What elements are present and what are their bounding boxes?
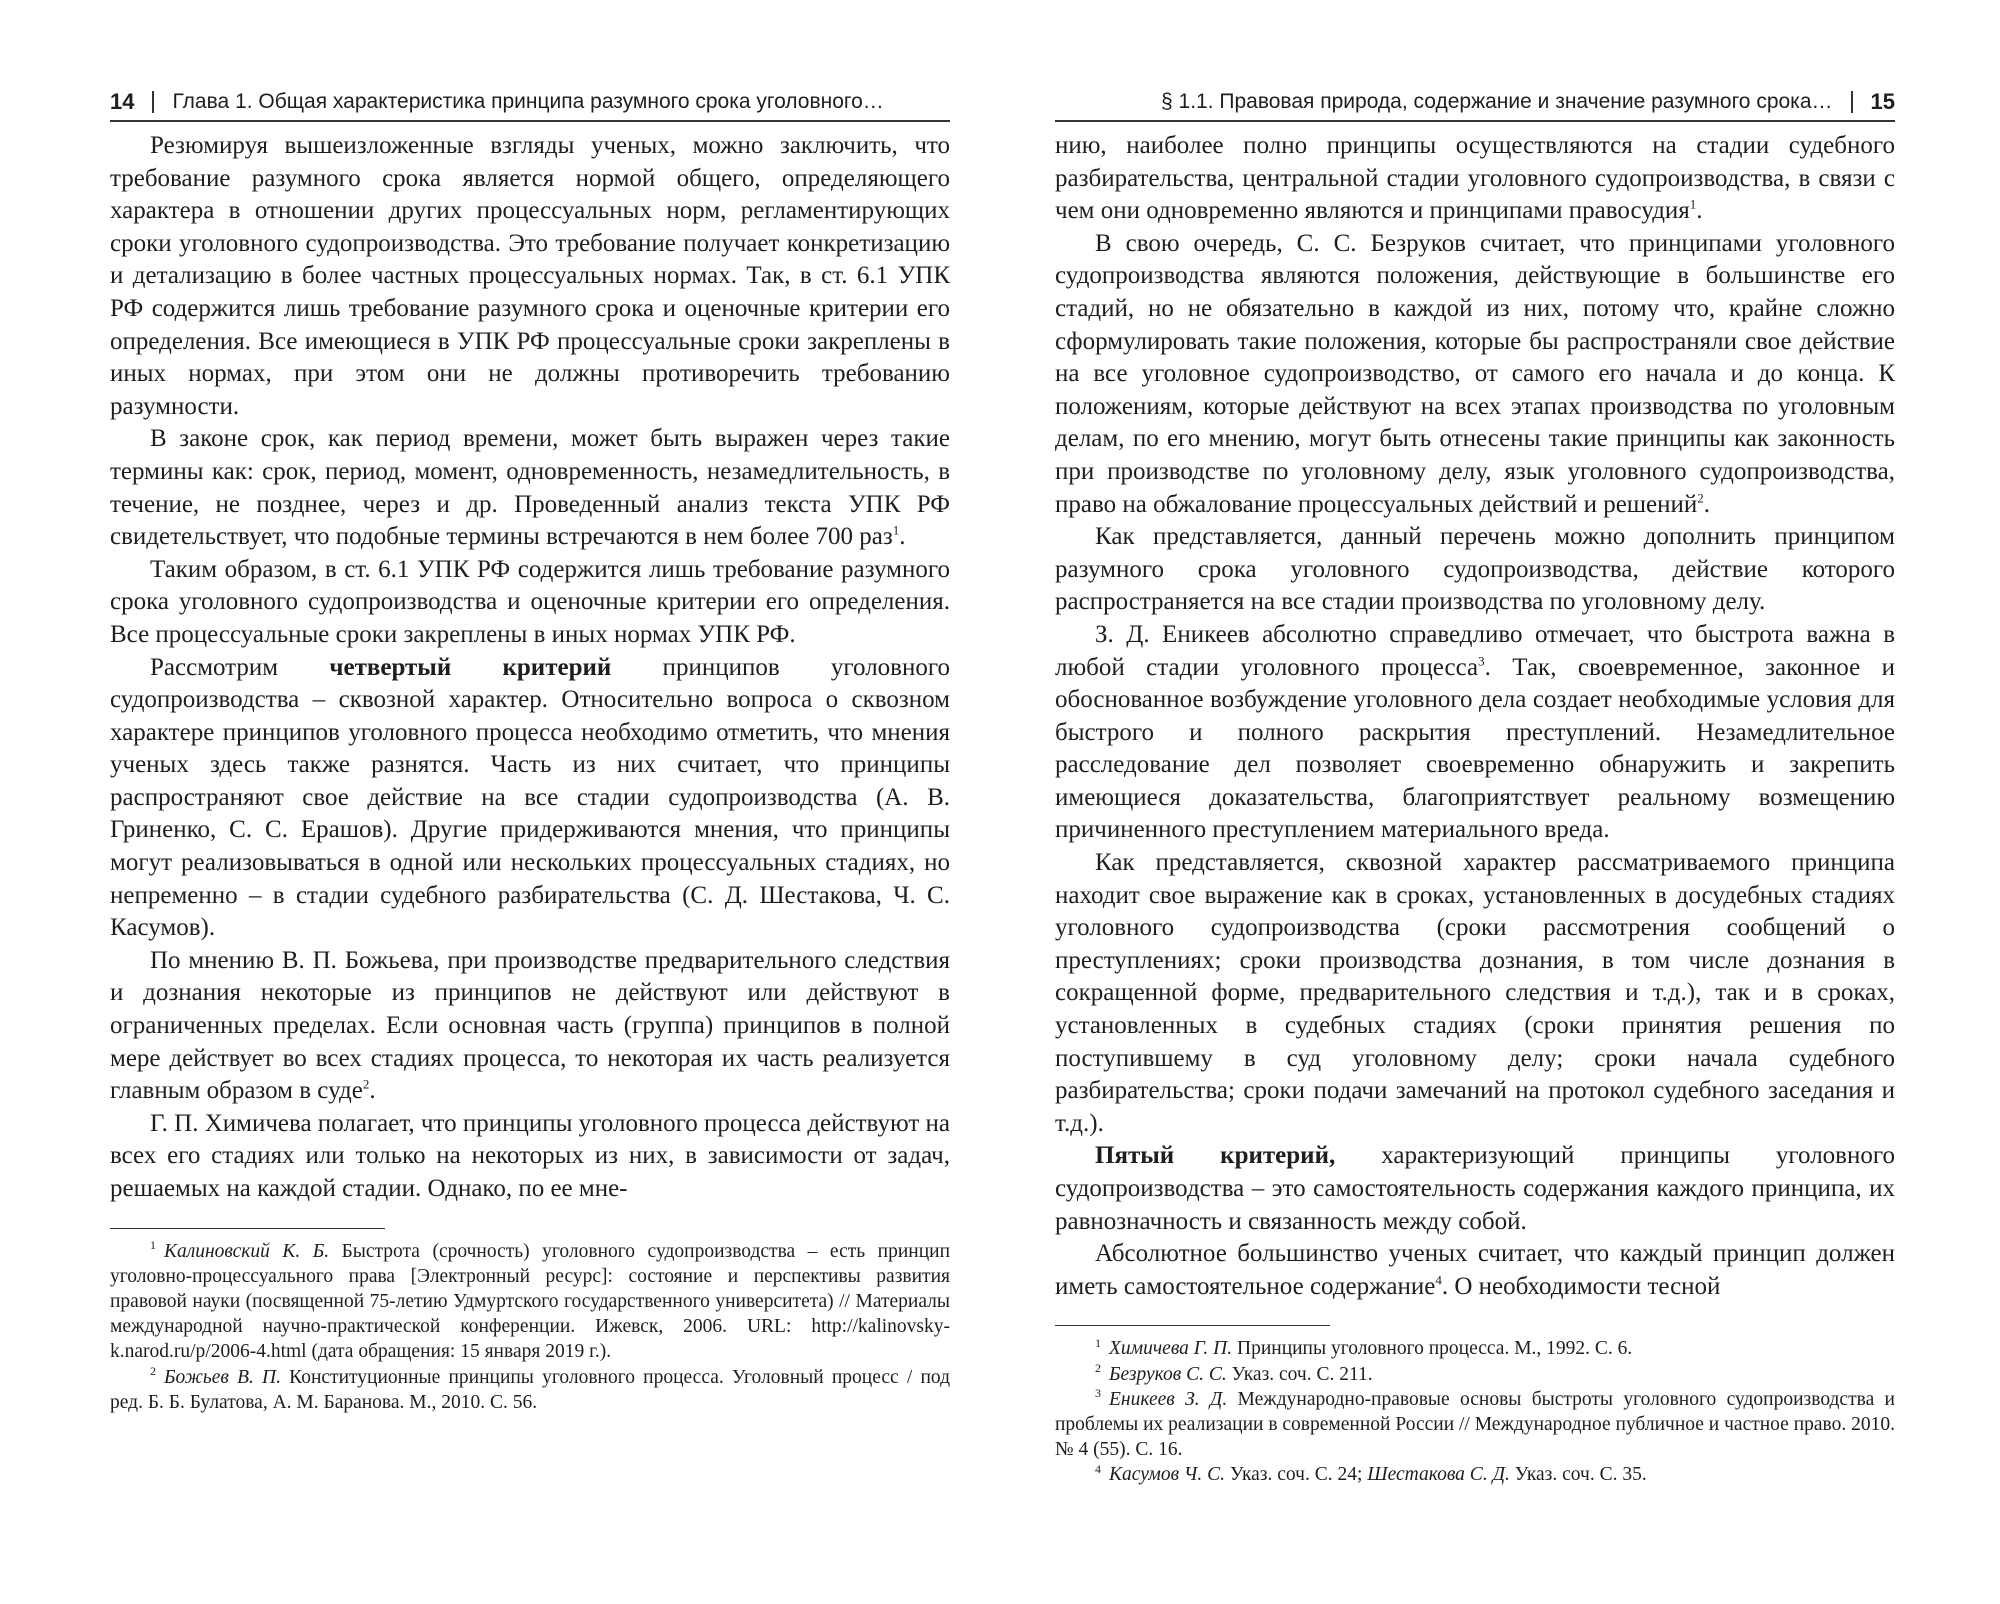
right-page-body	[1055, 130, 1895, 1488]
running-head-title: § 1.1. Правовая природа, содержание и значение разумного срока…	[1161, 90, 1833, 113]
header-divider	[1851, 91, 1853, 113]
paragraph: По мнению В. П. Божьева, при производстве предварительного следствия и дознания некоторые из принципов не действуют или действуют в ограниченных пределах. Если основная часть (группа) принципов в полной мере действует во всех стадиях процесса, то некоторая их часть реализуется главным образом в суде$^2$.	[110, 946, 950, 1105]
paragraph: нию, наиболее полно принципы осуществляются на стадии судебного разбирательства, центральной стадии уголовного судопроизводства, в связи с чем они одновременно являются и принципами правосудия$^1$.	[1055, 132, 1895, 225]
footnote: $^2$ Божьев В. П. Конституционные принципы уголовного процесса. Уголовный процесс / под ред. Б. Б. Булатова, А. М. Баранова. М., 2010. С. 56.	[110, 1364, 950, 1413]
paragraph: В свою очередь, С. С. Безруков считает, что принципами уголовного судопроизводства являются положения, действующие в большинстве его стадий, но не обязательно в каждой из них, потому что, крайне сложно сформулировать такие положения, которые бы распространяли свое действие на все уголовное судопроизводство, от самого его начала и до конца. К положениям, которые действуют на всех этапах производства по уголовным делам, по его мнению, могут быть отнесены такие принципы как законность при производстве по уголовному делу, язык уголовного судопроизводства, право на обжалование процессуальных действий и решений$^2$.	[1055, 229, 1895, 518]
footnote-ref: 1	[892, 522, 900, 538]
bold-term: Пятый критерий,	[1095, 1142, 1336, 1170]
footnote-author: Божьев В. П.	[164, 1366, 281, 1388]
right-page	[1055, 84, 1895, 1488]
left-page-body	[110, 130, 950, 1415]
left-page	[110, 84, 950, 1415]
page-number: 14	[110, 89, 135, 114]
running-head-title: Глава 1. Общая характеристика принципа разумного срока уголовного…	[172, 90, 884, 113]
paragraph: Г. П. Химичева полагает, что принципы уголовного процесса действуют на всех его стадиях или только на некоторых из них, в зависимости от задач, решаемых на каждой стадии. Однако, по ее мне-	[110, 1109, 950, 1202]
footnote: $^4$ Касумов Ч. С. Указ. соч. С. 24; Шестакова С. Д. Указ. соч. С. 35.	[1095, 1461, 1647, 1486]
footnote-rule	[110, 1228, 385, 1229]
paragraph: Резюмируя вышеизложенные взгляды ученых, можно заключить, что требование разумного срока является нормой общего, определяющего характера в отношении других процессуальных норм, регламентирующих сроки уголовного судопроизводства. Это требование получает конкретизацию и детализацию в более частных процессуальных нормах. Так, в ст. 6.1 УПК РФ содержится лишь требование разумного срока и оценочные критерии его определения. Все имеющиеся в УПК РФ процессуальные сроки закреплены в иных нормах, при этом они не должны противоречить требованию разумности.	[110, 132, 950, 420]
paragraph: Как представляется, сквозной характер рассматриваемого принципа находит свое выражение как в сроках, установленных в досудебных стадиях уголовного судопроизводства (сроки рассмотрения сообщений о преступлениях; сроки производства дознания, в том числе дознания в сокращенной форме, предварительного следствия и т.д.), так и в сроках, установленных в судебных стадиях (сроки принятия решения по поступившему в суд уголовному делу; сроки начала судебного разбирательства; сроки подачи замечаний на протокол судебного заседания и т.д.).	[1055, 849, 1895, 1137]
footnote-rule	[1055, 1325, 1330, 1326]
footnote: $^2$ Безруков С. С. Указ. соч. С. 211.	[1095, 1361, 1373, 1385]
paragraph: В законе срок, как период времени, может быть выражен через такие термины как: срок, период, момент, одновременность, незамедлительность, в течение, не позднее, через и др. Проведенный анализ текста УПК РФ свидетельствует, что подобные термины встречаются в нем более 700 раз$^1$.	[110, 425, 950, 551]
footnote-author: Безруков С. С.	[1109, 1363, 1227, 1385]
footnote: $^1$ Химичева Г. П. Принципы уголовного процесса. М., 1992. С. 6.	[1095, 1335, 1633, 1360]
footnote: $^1$ Калиновский К. Б. Быстрота (срочность) уголовного судопроизводства – есть принцип уголовно-процессуального права [Электронный ресурс]: состояние и перспективы развития правовой науки (посвященной 75-летию Удмуртского государственного университета) // Материалы международной научно-практической конференции. Ижевск, 2006. URL: http://kalinovsky-k.narod.ru/p/2006-4.html (дата обращения: 15 января 2019 г.).	[110, 1238, 951, 1363]
bold-term: четвертый критерий	[329, 653, 612, 681]
paragraph: Пятый критерий, характеризующий принципы уголовного судопроизводства – это самостоятельность содержания каждого принципа, их равнозначность и связанность между собой.	[1055, 1142, 1895, 1235]
footnote-ref: 2	[1697, 490, 1704, 506]
footnote-author: Калиновский К. Б.	[164, 1240, 330, 1262]
footnote-author: Шестакова С. Д.	[1367, 1464, 1510, 1486]
paragraph: Рассмотрим четвертый критерий принципов уголовного судопроизводства – сквозной характер. Относительно вопроса о сквозном характере принципов уголовного процесса необходимо отметить, что мнения ученых здесь также разнятся. Часть из них считает, что принципы распространяют свое действие на все стадии судопроизводства (А. В. Гриненко, С. С. Ерашов). Другие придерживаются мнения, что принципы могут реализовываться в одной или нескольких процессуальных стадиях, но непременно – в стадии судебного разбирательства (С. Д. Шестакова, Ч. С. Касумов).	[110, 653, 950, 942]
page-number: 15	[1870, 89, 1895, 114]
footnote-author: Еникеев З. Д.	[1109, 1388, 1228, 1410]
paragraph: Таким образом, в ст. 6.1 УПК РФ содержится лишь требование разумного срока уголовного судопроизводства и оценочные критерии его определения. Все процессуальные сроки закреплены в иных нормах УПК РФ.	[110, 555, 950, 648]
footnote-ref: 3	[1478, 653, 1485, 669]
footnote-ref: 1	[1689, 196, 1697, 212]
paragraph: Как представляется, данный перечень можно дополнить принципом разумного срока уголовного судопроизводства, действие которого распространяется на все стадии производства по уголовному делу.	[1055, 523, 1895, 616]
right-running-header	[1055, 84, 1895, 122]
footnote-author: Химичева Г. П.	[1109, 1338, 1233, 1360]
paragraph: З. Д. Еникеев абсолютно справедливо отмечает, что быстрота важна в любой стадии уголовного процесса$^3$. Так, своевременное, законное и обоснованное возбуждение уголовного дела создает необходимые условия для быстрого и полного раскрытия преступлений. Незамедлительное расследование дел позволяет своевременно обнаружить и закрепить имеющиеся доказательства, благоприятствует реальному возмещению причиненного преступлением материального вреда.	[1055, 620, 1895, 844]
footnote-ref: 4	[1435, 1272, 1442, 1288]
header-divider	[152, 91, 154, 113]
left-running-header	[110, 84, 950, 122]
footnote: $^3$ Еникеев З. Д. Международно-правовые основы быстроты уголовного судопроизводства и проблемы их реализации в современной России // Международное публичное и частное право. 2010. № 4 (55). С. 16.	[1055, 1386, 1895, 1461]
footnote-ref: 2	[362, 1076, 370, 1092]
footnote-author: Касумов Ч. С.	[1109, 1464, 1225, 1486]
paragraph: Абсолютное большинство ученых считает, что каждый принцип должен иметь самостоятельное содержание$^4$. О необходимости тесной	[1055, 1240, 1895, 1300]
